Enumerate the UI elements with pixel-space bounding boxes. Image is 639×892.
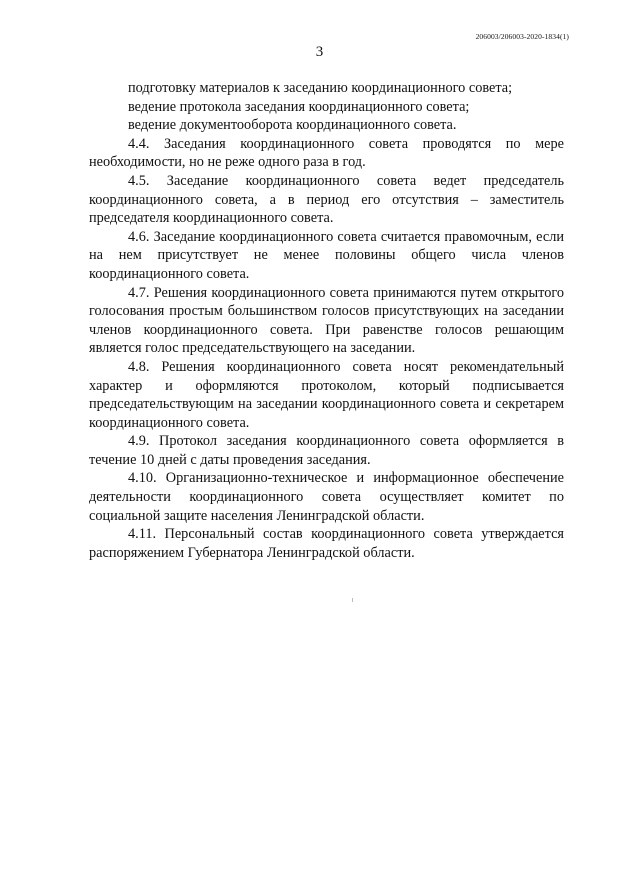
scan-speck xyxy=(352,598,353,602)
clause-4-10: 4.10. Организационно-техническое и информационное обеспечение деятельности координационного совета осуществляет комитет по социальной защите населения Ленинградской области. xyxy=(89,470,564,524)
clause-4-4: 4.4. Заседания координационного совета проводятся по мере необходимости, но не реже одного раза в год. xyxy=(89,135,564,171)
clause-4-11: 4.11. Персональный состав координационного совета утверждается распоряжением Губернатора Ленинградской области. xyxy=(89,526,564,561)
list-item-materials: подготовку материалов к заседанию координационного совета; xyxy=(128,80,513,96)
document-body xyxy=(89,79,564,562)
clause-4-6: 4.6. Заседание координационного совета считается правомочным, если на нем присутствует не менее половины общего числа членов координационного совета. xyxy=(89,228,564,282)
list-item-protocol: ведение протокола заседания координационного совета; xyxy=(128,98,470,115)
list-item-document-flow: ведение документооборота координационного совета. xyxy=(128,117,457,134)
clause-4-8: 4.8. Решения координационного совета носят рекомендательный характер и оформляются протоколом, который подписывается председательствующим на заседании координационного совета и секретарем координационного совета. xyxy=(89,358,564,431)
clause-4-7: 4.7. Решения координационного совета принимаются путем открытого голосования простым большинством голосов присутствующих на заседании членов координационного совета. При равенстве голосов решающим является голос председательствующего на заседании. xyxy=(89,284,564,357)
document-id: 206003/206003-2020-1834(1) xyxy=(475,32,569,41)
clause-4-5: 4.5. Заседание координационного совета ведет председатель координационного совета, а в период его отсутствия – заместитель председателя координационного совета. xyxy=(89,172,564,227)
page-number: 3 xyxy=(315,44,324,60)
clause-4-9: 4.9. Протокол заседания координационного совета оформляется в течение 10 дней с даты проведения заседания. xyxy=(89,433,564,468)
